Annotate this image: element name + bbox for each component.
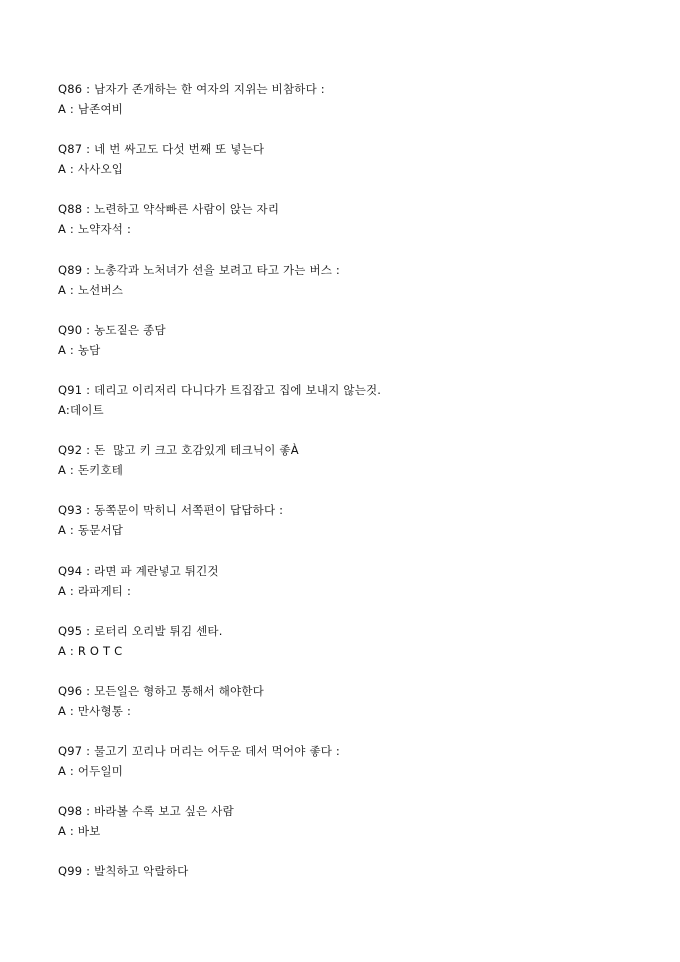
qa-item-87: [58, 139, 658, 199]
answer-text: A : 남존여비: [58, 102, 124, 116]
question-text: Q92 : 돈 많고 키 크고 호감있게 테크닉이 좋À: [58, 443, 299, 458]
answer-text: A : 바보: [58, 824, 101, 839]
qa-item-96: [58, 681, 658, 741]
question-text: Q86 : 남자가 존개하는 한 여자의 지위는 비참하다 :: [58, 82, 325, 96]
question-text: Q97 : 물고기 꼬리나 머리는 어두운 데서 먹어야 좋다 :: [58, 744, 341, 759]
question-text: Q98 : 바라볼 수록 보고 싶은 사람: [58, 804, 234, 819]
qa-item-99: [58, 861, 658, 921]
qa-item-95: [58, 621, 658, 681]
qa-item-93: [58, 500, 658, 560]
answer-text: A : 노선버스: [58, 282, 124, 297]
answer-text: A : 만사형통 :: [58, 703, 132, 718]
question-text: Q91 : 데리고 이리저리 다니다가 트집잡고 집에 보내지 않는것.: [58, 382, 382, 397]
qa-item-91: [58, 380, 658, 440]
question-text: Q90 : 농도짙은 종담: [58, 322, 166, 337]
question-text: Q93 : 동쪽문이 막히니 서쪽편이 답답하다 :: [58, 503, 284, 518]
question-text: Q87 : 네 번 싸고도 다섯 번째 또 넣는다: [58, 142, 265, 157]
answer-text: A : 농담: [58, 342, 101, 357]
answer-text: A : 돈키호테: [58, 463, 124, 478]
answer-text: A:데이트: [58, 402, 104, 417]
qa-item-90: [58, 320, 658, 380]
answer-text: A : R O T C: [58, 643, 123, 658]
qa-item-92: [58, 440, 658, 500]
answer-text: A : 사사오입: [58, 162, 124, 177]
question-text: Q95 : 로터리 오리발 튀김 센타.: [58, 623, 223, 638]
qa-item-86: [58, 79, 658, 139]
answer-text: A : 어두일미: [58, 764, 124, 779]
question-text: Q89 : 노총각과 노처녀가 선을 보려고 타고 가는 버스 :: [58, 262, 341, 277]
question-text: Q94 : 라면 파 계란넣고 튀긴것: [58, 563, 219, 578]
question-text: Q96 : 모든일은 형하고 통해서 해야한다: [58, 683, 264, 698]
question-text: Q99 : 발칙하고 악랄하다: [58, 864, 189, 879]
qa-item-89: [58, 260, 658, 320]
answer-text: A : 라파게티 :: [58, 583, 132, 598]
qa-item-98: [58, 801, 658, 861]
question-text: Q88 : 노련하고 약삭빠른 사람이 앉는 자리: [58, 202, 280, 217]
qa-item-94: [58, 561, 658, 621]
qa-item-88: [58, 199, 658, 259]
document-body: [58, 79, 658, 922]
qa-item-97: [58, 741, 658, 801]
answer-text: A : 동문서답: [58, 523, 124, 538]
answer-text: A : 노약자석 :: [58, 222, 132, 237]
